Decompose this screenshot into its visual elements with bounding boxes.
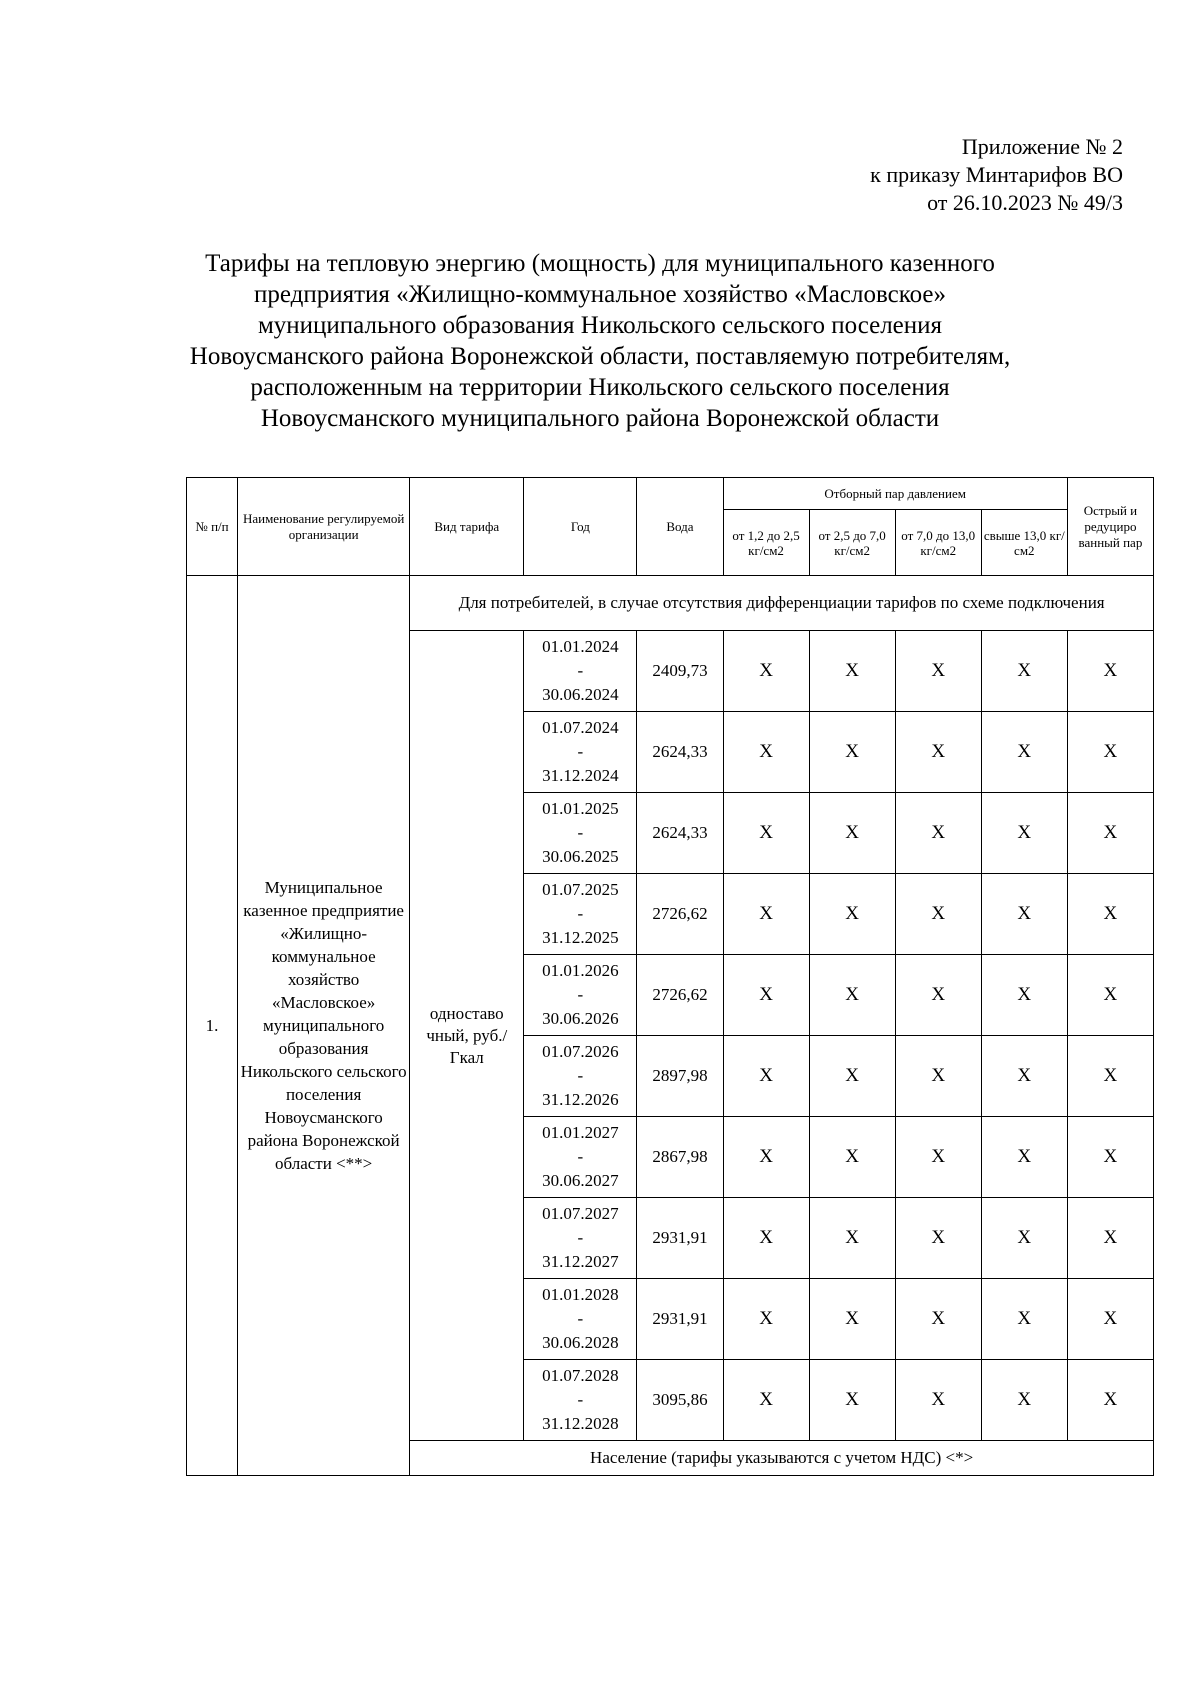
not-applicable-mark: Х <box>1067 874 1153 955</box>
period-cell <box>524 793 637 874</box>
tariff-kind: одноставо чный, руб./Гкал <box>410 631 524 1441</box>
appendix-line: Приложение № 2 <box>961 134 1123 159</box>
appendix-line: к приказу Минтарифов ВО <box>870 162 1123 187</box>
not-applicable-mark: Х <box>981 793 1067 874</box>
period-dash: - <box>577 904 584 923</box>
not-applicable-mark: Х <box>895 1117 981 1198</box>
period-end: 31.12.2027 <box>542 1252 619 1271</box>
not-applicable-mark: Х <box>723 793 809 874</box>
header-pressure-1: от 1,2 до 2,5 кг/см2 <box>723 510 809 576</box>
header-steam-group: Отборный пар давлением <box>723 478 1067 510</box>
not-applicable-mark: Х <box>895 1198 981 1279</box>
not-applicable-mark: Х <box>981 1117 1067 1198</box>
period-start: 01.07.2026 <box>542 1042 619 1061</box>
appendix-block <box>870 133 1123 217</box>
not-applicable-mark: Х <box>895 631 981 712</box>
water-tariff: 2624,33 <box>637 712 723 793</box>
period-cell <box>524 1036 637 1117</box>
appendix-line: от 26.10.2023 № 49/3 <box>927 190 1123 215</box>
not-applicable-mark: Х <box>723 874 809 955</box>
not-applicable-mark: Х <box>723 1360 809 1441</box>
not-applicable-mark: Х <box>809 874 895 955</box>
period-dash: - <box>577 742 584 761</box>
header-tariff-kind: Вид тарифа <box>410 478 524 576</box>
period-start: 01.01.2026 <box>542 961 619 980</box>
not-applicable-mark: Х <box>1067 1198 1153 1279</box>
period-dash: - <box>577 1066 584 1085</box>
not-applicable-mark: Х <box>1067 631 1153 712</box>
period-dash: - <box>577 661 584 680</box>
period-cell <box>524 1279 637 1360</box>
not-applicable-mark: Х <box>1067 712 1153 793</box>
not-applicable-mark: Х <box>809 1198 895 1279</box>
period-cell <box>524 955 637 1036</box>
water-tariff: 2931,91 <box>637 1198 723 1279</box>
not-applicable-mark: Х <box>895 793 981 874</box>
title-line: Новоусманского района Воронежской области, поставляемую потребителям, <box>189 343 1011 370</box>
not-applicable-mark: Х <box>723 712 809 793</box>
not-applicable-mark: Х <box>809 793 895 874</box>
period-end: 31.12.2024 <box>542 766 619 785</box>
organization-name: Муниципальное казенное предприятие «Жилищно-коммунальное хозяйство «Масловское» муниципального образования Никольского сельского поселения Новоусманского района Воронежской области <**> <box>238 576 410 1476</box>
not-applicable-mark: Х <box>981 1036 1067 1117</box>
population-label: Население (тарифы указываются с учетом НДС) <*> <box>410 1441 1154 1476</box>
not-applicable-mark: Х <box>895 955 981 1036</box>
not-applicable-mark: Х <box>809 1117 895 1198</box>
header-pressure-4: свыше 13,0 кг/см2 <box>981 510 1067 576</box>
not-applicable-mark: Х <box>809 955 895 1036</box>
title-line: Тарифы на тепловую энергию (мощность) для муниципального казенного <box>205 250 995 277</box>
water-tariff: 2726,62 <box>637 874 723 955</box>
water-tariff: 3095,86 <box>637 1360 723 1441</box>
not-applicable-mark: Х <box>1067 793 1153 874</box>
period-end: 31.12.2028 <box>542 1414 619 1433</box>
not-applicable-mark: Х <box>981 1198 1067 1279</box>
title-line: предприятия «Жилищно-коммунальное хозяйство «Масловское» <box>253 281 947 308</box>
period-end: 30.06.2026 <box>542 1009 619 1028</box>
title-line: муниципального образования Никольского сельского поселения <box>257 312 943 339</box>
not-applicable-mark: Х <box>809 1036 895 1117</box>
period-cell <box>524 874 637 955</box>
row-number: 1. <box>187 576 238 1476</box>
not-applicable-mark: Х <box>981 631 1067 712</box>
not-applicable-mark: Х <box>981 874 1067 955</box>
header-pressure-2: от 2,5 до 7,0 кг/см2 <box>809 510 895 576</box>
not-applicable-mark: Х <box>809 1360 895 1441</box>
header-year: Год <box>524 478 637 576</box>
period-end: 30.06.2028 <box>542 1333 619 1352</box>
period-cell <box>524 1117 637 1198</box>
not-applicable-mark: Х <box>895 1360 981 1441</box>
not-applicable-mark: Х <box>809 631 895 712</box>
not-applicable-mark: Х <box>895 1279 981 1360</box>
period-dash: - <box>577 1309 584 1328</box>
tariff-table <box>186 477 1154 1476</box>
section-label: Для потребителей, в случае отсутствия дифференциации тарифов по схеме подключения <box>410 576 1154 631</box>
period-cell <box>524 1360 637 1441</box>
water-tariff: 2931,91 <box>637 1279 723 1360</box>
not-applicable-mark: Х <box>809 712 895 793</box>
period-start: 01.07.2025 <box>542 880 619 899</box>
not-applicable-mark: Х <box>1067 1360 1153 1441</box>
not-applicable-mark: Х <box>723 1117 809 1198</box>
water-tariff: 2726,62 <box>637 955 723 1036</box>
not-applicable-mark: Х <box>981 712 1067 793</box>
period-cell <box>524 1198 637 1279</box>
period-start: 01.01.2027 <box>542 1123 619 1142</box>
period-start: 01.07.2028 <box>542 1366 619 1385</box>
period-start: 01.07.2024 <box>542 718 619 737</box>
not-applicable-mark: Х <box>895 1036 981 1117</box>
not-applicable-mark: Х <box>723 1036 809 1117</box>
not-applicable-mark: Х <box>895 712 981 793</box>
period-dash: - <box>577 1390 584 1409</box>
period-cell <box>524 631 637 712</box>
water-tariff: 2897,98 <box>637 1036 723 1117</box>
period-end: 31.12.2025 <box>542 928 619 947</box>
not-applicable-mark: Х <box>723 955 809 1036</box>
water-tariff: 2867,98 <box>637 1117 723 1198</box>
not-applicable-mark: Х <box>981 1360 1067 1441</box>
period-end: 30.06.2024 <box>542 685 619 704</box>
period-end: 31.12.2026 <box>542 1090 619 1109</box>
not-applicable-mark: Х <box>723 1279 809 1360</box>
document-title <box>150 248 1050 434</box>
period-end: 30.06.2025 <box>542 847 619 866</box>
header-num: № п/п <box>187 478 238 576</box>
not-applicable-mark: Х <box>981 1279 1067 1360</box>
not-applicable-mark: Х <box>723 1198 809 1279</box>
water-tariff: 2624,33 <box>637 793 723 874</box>
title-line: Новоусманского муниципального района Воронежской области <box>260 405 940 432</box>
not-applicable-mark: Х <box>1067 955 1153 1036</box>
period-start: 01.07.2027 <box>542 1204 619 1223</box>
period-cell <box>524 712 637 793</box>
not-applicable-mark: Х <box>809 1279 895 1360</box>
not-applicable-mark: Х <box>1067 1279 1153 1360</box>
header-water: Вода <box>637 478 723 576</box>
period-start: 01.01.2025 <box>542 799 619 818</box>
not-applicable-mark: Х <box>723 631 809 712</box>
period-start: 01.01.2028 <box>542 1285 619 1304</box>
period-dash: - <box>577 1147 584 1166</box>
not-applicable-mark: Х <box>895 874 981 955</box>
not-applicable-mark: Х <box>1067 1036 1153 1117</box>
header-organization: Наименование регулируемой организации <box>238 478 410 576</box>
period-dash: - <box>577 1228 584 1247</box>
period-dash: - <box>577 823 584 842</box>
title-line: расположенным на территории Никольского сельского поселения <box>250 374 950 401</box>
header-sharp-steam: Острый и редуциро ванный пар <box>1067 478 1153 576</box>
not-applicable-mark: Х <box>1067 1117 1153 1198</box>
period-end: 30.06.2027 <box>542 1171 619 1190</box>
not-applicable-mark: Х <box>981 955 1067 1036</box>
period-start: 01.01.2024 <box>542 637 619 656</box>
header-pressure-3: от 7,0 до 13,0 кг/см2 <box>895 510 981 576</box>
period-dash: - <box>577 985 584 1004</box>
water-tariff: 2409,73 <box>637 631 723 712</box>
